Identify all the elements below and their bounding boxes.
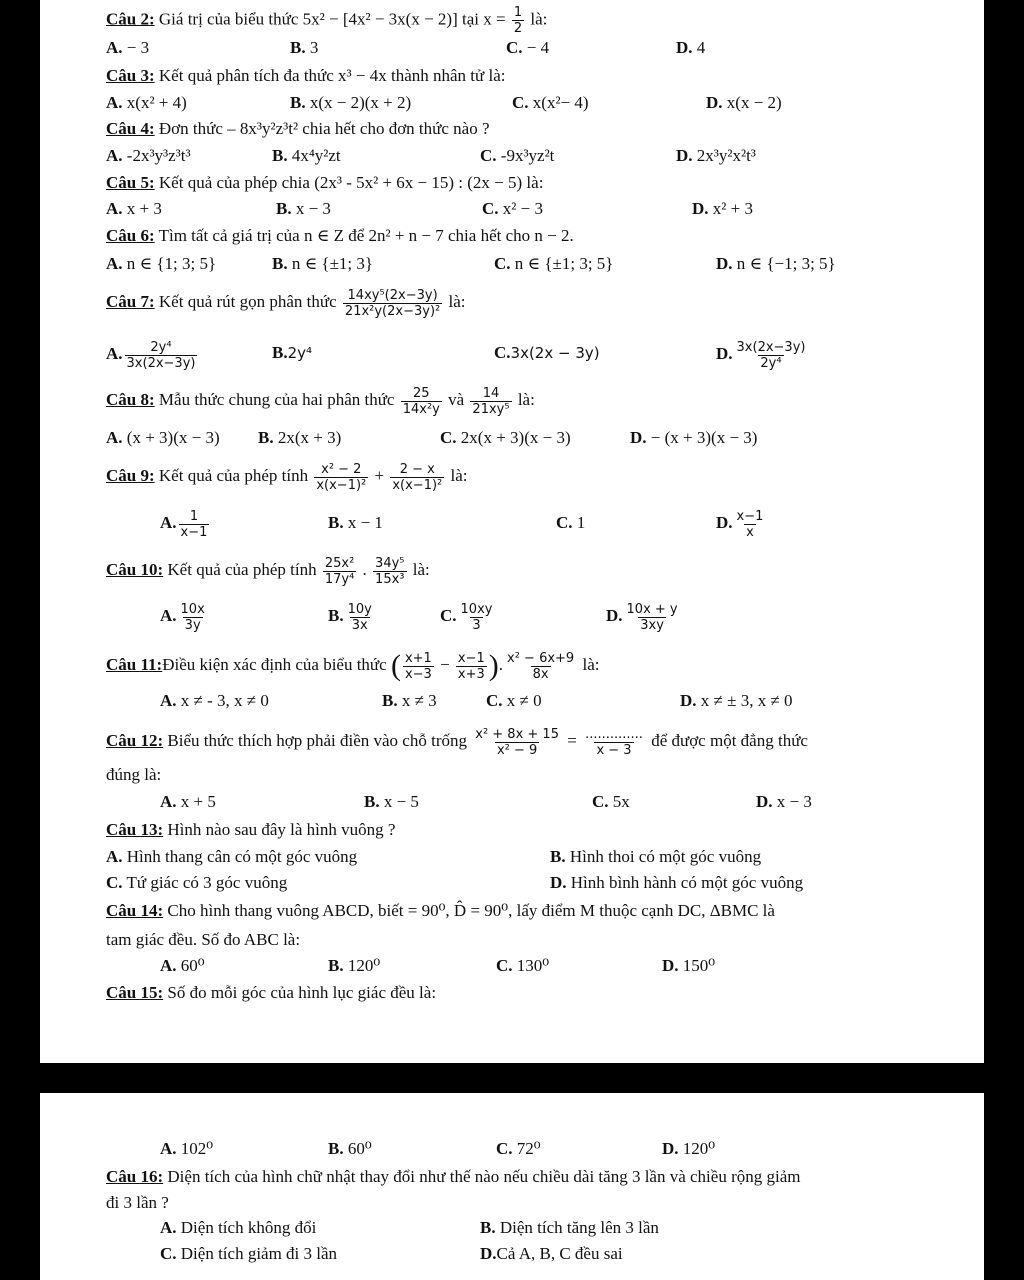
question-text: Cho hình thang vuông ABCD, biết = 90⁰, D̂ = 90⁰, lấy điểm M thuộc cạnh DC, ΔBMC là xyxy=(163,901,775,920)
question-6 xyxy=(106,225,574,247)
option-c[interactable] xyxy=(494,342,600,364)
fraction-denominator: 3 xyxy=(472,617,481,633)
option-text: x(x² + 4) xyxy=(122,93,187,112)
option-b[interactable] xyxy=(290,92,411,114)
fraction xyxy=(505,651,576,682)
question-text: Số đo mỗi góc của hình lục giác đều là: xyxy=(163,983,437,1002)
option-letter: B. xyxy=(328,606,344,625)
option-letter: B. xyxy=(382,691,398,710)
option-text: x + 3 xyxy=(122,199,162,218)
question-label: Câu 2: xyxy=(106,9,155,29)
option-text: x + 5 xyxy=(176,792,216,811)
fraction xyxy=(390,462,444,493)
option-letter: A. xyxy=(106,146,123,165)
option-b[interactable] xyxy=(290,37,318,59)
option-text: 72⁰ xyxy=(512,1139,541,1158)
fraction-numerator: x² − 2 xyxy=(321,461,362,477)
question-label: Câu 12: xyxy=(106,731,164,750)
option-text: 120⁰ xyxy=(343,956,381,975)
option-text: 3x(2x − 3y) xyxy=(510,344,600,362)
fraction-denominator: x² − 9 xyxy=(496,742,538,758)
option-text: Hình bình hành có một góc vuông xyxy=(566,873,804,892)
option-text: Hình thang cân có một góc vuông xyxy=(122,847,358,866)
question-label: Câu 3: xyxy=(106,66,155,85)
option-letter: B. xyxy=(272,146,288,165)
question-tail: là: xyxy=(526,9,548,29)
question-text: Mẫu thức chung của hai phân thức xyxy=(154,390,399,409)
option-letter: D. xyxy=(606,606,623,625)
question-9 xyxy=(106,456,468,496)
question-label: Câu 11: xyxy=(106,655,163,674)
option-letter: C. xyxy=(440,606,457,625)
option-a[interactable] xyxy=(160,1138,213,1160)
option-letter: D. xyxy=(662,956,679,975)
fraction-numerator: x−1 xyxy=(736,508,764,524)
option-text: Tứ giác có 3 góc vuông xyxy=(122,873,288,892)
option-letter: C. xyxy=(486,691,503,710)
option-d[interactable] xyxy=(550,872,803,894)
question-label: Câu 8: xyxy=(106,390,155,409)
option-letter: A. xyxy=(106,93,123,112)
option-c[interactable] xyxy=(496,955,549,977)
option-letter: C. xyxy=(160,1244,177,1263)
fraction-denominator: x−3 xyxy=(404,666,432,682)
option-d[interactable] xyxy=(692,198,753,220)
question-tail: là: xyxy=(446,466,468,485)
question-14 xyxy=(106,900,775,922)
option-letter: B. xyxy=(290,93,306,112)
option-letter: A. xyxy=(160,956,177,975)
option-text: x(x − 2) xyxy=(722,93,782,112)
question-11: Câu 11:Điều kiện xác định của biểu thức ( $\frac{x+1}{x-3}$ − $\frac{x-1}{x+3}$ ). $\frac{\text{x² − 6x+9}}{8x}$ là: xyxy=(106,649,600,683)
option-text: x(x²− 4) xyxy=(528,93,589,112)
fraction xyxy=(125,340,198,371)
option-d[interactable] xyxy=(662,1138,715,1160)
fraction-numerator: x−1 xyxy=(457,650,485,666)
question-text: Giá trị của biểu thức 5x² − [4x² − 3x(x − 2)] tại x = xyxy=(158,9,510,29)
option-d[interactable] xyxy=(676,37,705,59)
option-letter: C. xyxy=(482,199,499,218)
fraction-denominator: x+3 xyxy=(457,666,485,682)
option-a[interactable] xyxy=(160,791,216,813)
open-paren: ( xyxy=(390,649,401,683)
option-text: x ≠ - 3, x ≠ 0 xyxy=(176,691,269,710)
fraction-numerator: 1 xyxy=(513,5,523,20)
option-letter: A. xyxy=(160,691,177,710)
question-text: Kết quả phân tích đa thức x³ − 4x thành nhân tử là: xyxy=(154,66,506,85)
question-14-line2: tam giác đều. Số đo ABC là: xyxy=(106,930,301,949)
option-d[interactable] xyxy=(480,1243,623,1265)
fraction-denominator: 8x xyxy=(532,666,549,682)
option-a[interactable] xyxy=(160,955,205,977)
option-a[interactable] xyxy=(106,253,216,275)
fraction-denominator: 17y⁴ xyxy=(324,571,355,587)
option-letter: A. xyxy=(160,1139,177,1158)
option-b[interactable] xyxy=(480,1217,659,1239)
option-letter: A. xyxy=(160,513,177,532)
option-letter: A. xyxy=(160,792,177,811)
option-c[interactable] xyxy=(592,791,630,813)
option-letter: C. xyxy=(592,792,609,811)
question-label: Câu 14: xyxy=(106,901,164,920)
operator: + xyxy=(370,466,389,485)
option-letter: A. xyxy=(160,606,177,625)
option-letter: B. xyxy=(258,428,274,447)
fraction-numerator: 1 xyxy=(189,508,199,524)
option-letter: C. xyxy=(512,93,529,112)
option-letter: C. xyxy=(106,873,123,892)
fraction-numerator: x² − 6x+9 xyxy=(507,650,575,666)
option-text: 2y⁴ xyxy=(287,344,313,362)
question-2 xyxy=(106,5,547,36)
option-text: Cả A, B, C đều sai xyxy=(496,1244,623,1263)
question-tail: là: xyxy=(408,560,430,579)
option-text: Hình thoi có một góc vuông xyxy=(565,847,762,866)
fraction xyxy=(403,651,434,682)
fraction-numerator: 10x + y xyxy=(626,601,678,617)
fraction-numerator: 25 xyxy=(413,385,430,401)
option-letter: D. xyxy=(662,1139,679,1158)
option-letter: B. xyxy=(480,1218,496,1237)
fraction-numerator: 25x² xyxy=(324,555,355,571)
fraction xyxy=(343,288,442,319)
option-letter: D. xyxy=(716,513,733,532)
option-text: 4 xyxy=(692,38,706,57)
option-d[interactable] xyxy=(680,690,793,712)
question-5 xyxy=(106,172,543,194)
option-text: -2x³y³z³t³ xyxy=(122,146,191,165)
option-letter: B. xyxy=(550,847,566,866)
option-text: Diện tích tăng lên 3 lần xyxy=(495,1218,659,1237)
option-letter: A. xyxy=(160,1218,177,1237)
fraction xyxy=(179,509,210,540)
question-text: Điều kiện xác định của biểu thức xyxy=(162,655,391,674)
option-text: x − 3 xyxy=(772,792,812,811)
fraction-numerator: 2y⁴ xyxy=(150,339,172,355)
option-a[interactable] xyxy=(160,690,269,712)
option-letter: A. xyxy=(106,847,123,866)
question-label: Câu 5: xyxy=(106,173,155,192)
operator: − xyxy=(435,655,454,674)
option-letter: C. xyxy=(496,956,513,975)
question-label: Câu 7: xyxy=(106,292,155,311)
question-text: Biểu thức thích hợp phải điền vào chỗ trống xyxy=(163,731,472,750)
question-tail: là: xyxy=(513,390,535,409)
option-text: n ∈ {1; 3; 5} xyxy=(122,254,217,273)
option-text: x − 1 xyxy=(343,513,383,532)
question-16 xyxy=(106,1166,800,1188)
fraction xyxy=(459,602,495,633)
fraction-numerator: 14xy⁵(2x−3y) xyxy=(347,287,438,303)
option-letter: C. xyxy=(494,343,511,362)
option-text: 4x⁴y²zt xyxy=(287,146,341,165)
option-text: 102⁰ xyxy=(176,1139,214,1158)
fraction-denominator: x(x−1)² xyxy=(392,477,443,493)
question-label: Câu 15: xyxy=(106,983,164,1002)
option-letter: A. xyxy=(106,428,123,447)
option-letter: B. xyxy=(290,38,306,57)
option-letter: C. xyxy=(556,513,573,532)
option-text: 130⁰ xyxy=(512,956,550,975)
question-13 xyxy=(106,819,395,841)
option-c[interactable] xyxy=(494,253,613,275)
option-c[interactable] xyxy=(440,427,571,449)
fraction-denominator: x xyxy=(746,524,754,540)
fraction-numerator: 10y xyxy=(347,601,372,617)
option-b[interactable] xyxy=(272,342,312,364)
option-text: 5x xyxy=(608,792,630,811)
fraction-denominator: 2y⁴ xyxy=(760,355,782,371)
option-letter: C. xyxy=(506,38,523,57)
option-text: 3 xyxy=(305,38,319,57)
fraction-denominator: 15x³ xyxy=(375,571,405,587)
option-text: x² + 3 xyxy=(708,199,753,218)
option-a[interactable] xyxy=(106,92,187,114)
fraction xyxy=(179,602,207,633)
fraction-numerator: 3x(2x−3y) xyxy=(736,339,806,355)
fraction xyxy=(470,386,511,417)
question-text: Tìm tất cả giá trị của n ∈ Z để 2n² + n − 7 chia hết cho n − 2. xyxy=(154,226,574,245)
option-text: 60⁰ xyxy=(176,956,205,975)
option-c[interactable] xyxy=(506,37,549,59)
option-text: 2x³y²x²t³ xyxy=(692,146,756,165)
question-tail: là: xyxy=(578,655,600,674)
option-d[interactable] xyxy=(716,503,767,543)
question-text: Kết quả của phép chia (2x³ - 5x² + 6x − 15) : (2x − 5) là: xyxy=(154,173,544,192)
question-label: Câu 4: xyxy=(106,119,155,138)
option-a[interactable] xyxy=(106,846,357,868)
option-a[interactable] xyxy=(106,334,199,374)
option-d[interactable] xyxy=(716,334,809,374)
option-text: -9x³yz²t xyxy=(496,146,555,165)
option-text: Diện tích không đổi xyxy=(176,1218,317,1237)
option-c[interactable] xyxy=(440,596,496,636)
fraction xyxy=(314,462,368,493)
option-a[interactable] xyxy=(106,198,162,220)
option-text: Diện tích giảm đi 3 lần xyxy=(176,1244,338,1263)
option-letter: D. xyxy=(680,691,697,710)
option-b[interactable] xyxy=(382,690,437,712)
fraction xyxy=(735,340,808,371)
question-12-line2: đúng là: xyxy=(106,765,162,784)
option-text: − 4 xyxy=(522,38,550,57)
fraction xyxy=(323,556,356,587)
option-letter: A. xyxy=(106,199,123,218)
fraction-denominator: 3x xyxy=(351,617,368,633)
fraction-denominator: 3y xyxy=(184,617,201,633)
option-a[interactable] xyxy=(106,427,220,449)
option-d[interactable] xyxy=(606,596,682,636)
fraction-numerator: 10x xyxy=(180,601,205,617)
question-tail: là: xyxy=(444,292,466,311)
option-c[interactable] xyxy=(106,872,287,894)
document-page-top xyxy=(40,0,984,1063)
option-letter: B. xyxy=(272,254,288,273)
option-text: 150⁰ xyxy=(678,956,716,975)
option-letter: B. xyxy=(328,956,344,975)
operator: . xyxy=(358,560,372,579)
fraction-numerator: 2 − x xyxy=(399,461,435,477)
option-a[interactable] xyxy=(160,1217,316,1239)
option-letter: D. xyxy=(630,428,647,447)
option-b[interactable] xyxy=(276,198,331,220)
question-label: Câu 16: xyxy=(106,1167,164,1186)
option-c[interactable] xyxy=(480,145,554,167)
question-text: Kết quả của phép tính xyxy=(163,560,321,579)
option-b[interactable] xyxy=(272,145,341,167)
operator: = xyxy=(562,731,582,750)
option-letter: C. xyxy=(480,146,497,165)
question-12 xyxy=(106,721,808,761)
option-letter: D. xyxy=(676,38,693,57)
option-text: x ≠ 3 xyxy=(397,691,437,710)
option-text: x ≠ 0 xyxy=(502,691,542,710)
fraction-denominator: x−1 xyxy=(180,524,208,540)
option-a[interactable] xyxy=(106,145,191,167)
option-text: x − 5 xyxy=(379,792,419,811)
option-letter: D. xyxy=(716,344,733,363)
fraction xyxy=(346,602,374,633)
question-label: Câu 9: xyxy=(106,466,155,485)
option-text: n ∈ {±1; 3} xyxy=(287,254,374,273)
option-text: (x + 3)(x − 3) xyxy=(122,428,220,447)
option-a[interactable] xyxy=(160,596,209,636)
option-b[interactable] xyxy=(328,596,376,636)
option-b[interactable] xyxy=(258,427,341,449)
option-d[interactable] xyxy=(756,791,812,813)
option-letter: B. xyxy=(272,343,288,362)
fraction-denominator: 21xy⁵ xyxy=(472,401,510,417)
question-text: Kết quả rút gọn phân thức xyxy=(154,292,341,311)
option-d[interactable] xyxy=(630,427,757,449)
fraction-numerator: 10xy xyxy=(460,601,493,617)
fraction xyxy=(512,5,524,36)
question-10 xyxy=(106,550,430,590)
question-text: Diện tích của hình chữ nhật thay đổi như thế nào nếu chiều dài tăng 3 lần và chiều rộng giảm xyxy=(163,1167,801,1186)
option-letter: C. xyxy=(496,1139,513,1158)
option-c[interactable] xyxy=(512,92,589,114)
option-text: x² − 3 xyxy=(498,199,543,218)
question-3 xyxy=(106,65,506,87)
option-a[interactable] xyxy=(106,37,149,59)
question-tail: để được một đẳng thức xyxy=(646,731,808,750)
option-c[interactable] xyxy=(556,512,585,534)
fraction-denominator: 14x²y xyxy=(402,401,440,417)
option-a[interactable] xyxy=(160,503,211,543)
option-c[interactable] xyxy=(482,198,543,220)
fraction-numerator: 14 xyxy=(482,385,500,401)
question-label: Câu 6: xyxy=(106,226,155,245)
fraction xyxy=(456,651,487,682)
fraction-numerator: x² + 8x + 15 xyxy=(475,726,559,742)
option-text: − (x + 3)(x − 3) xyxy=(646,428,758,447)
option-c[interactable] xyxy=(486,690,542,712)
document-page-bottom xyxy=(40,1093,984,1280)
option-letter: D. xyxy=(756,792,773,811)
fraction-denominator: 3x(2x−3y) xyxy=(126,355,196,371)
question-label: Câu 10: xyxy=(106,560,164,579)
close-paren: ) xyxy=(488,649,499,683)
option-letter: D. xyxy=(706,93,723,112)
option-c[interactable] xyxy=(496,1138,541,1160)
fraction-numerator: x+1 xyxy=(404,650,432,666)
blank-fraction[interactable] xyxy=(583,727,645,758)
question-8 xyxy=(106,380,535,420)
option-b[interactable] xyxy=(328,955,380,977)
option-letter: A. xyxy=(106,344,123,363)
option-letter: B. xyxy=(328,513,344,532)
option-letter: C. xyxy=(440,428,457,447)
option-letter: D. xyxy=(676,146,693,165)
option-text: 1 xyxy=(572,513,586,532)
fraction-denominator: x(x−1)² xyxy=(316,477,367,493)
option-text: 2x(x + 3) xyxy=(273,428,342,447)
option-letter: D. xyxy=(480,1244,497,1263)
fraction xyxy=(373,556,406,587)
option-d[interactable] xyxy=(676,145,756,167)
option-text: 120⁰ xyxy=(678,1139,716,1158)
option-letter: A. xyxy=(106,254,123,273)
question-4 xyxy=(106,118,490,140)
option-text: n ∈ {±1; 3; 5} xyxy=(510,254,614,273)
question-15 xyxy=(106,982,436,1004)
option-letter: B. xyxy=(328,1139,344,1158)
option-text: x(x − 2)(x + 2) xyxy=(305,93,412,112)
option-text: 2x(x + 3)(x − 3) xyxy=(456,428,571,447)
question-text: Kết quả của phép tính xyxy=(154,466,313,485)
option-letter: B. xyxy=(364,792,380,811)
option-text: 60⁰ xyxy=(343,1139,372,1158)
option-letter: B. xyxy=(276,199,292,218)
connector-text: và xyxy=(443,390,469,409)
option-b[interactable] xyxy=(328,512,383,534)
question-text: Đơn thức – 8x³y²z³t² chia hết cho đơn thức nào ? xyxy=(154,119,490,138)
fraction-denominator: 2 xyxy=(513,21,523,36)
option-letter: C. xyxy=(494,254,511,273)
option-b[interactable] xyxy=(550,846,761,868)
fraction-denominator: 21x²y(2x−3y)² xyxy=(344,303,441,319)
fraction-numerator-blank: .............. xyxy=(585,726,643,742)
fraction-denominator: x − 3 xyxy=(596,742,632,758)
option-b[interactable] xyxy=(272,253,373,275)
option-b[interactable] xyxy=(364,791,419,813)
option-d[interactable] xyxy=(716,253,836,275)
option-b[interactable] xyxy=(328,1138,372,1160)
option-d[interactable] xyxy=(662,955,715,977)
option-text: n ∈ {−1; 3; 5} xyxy=(732,254,836,273)
fraction-denominator: 3xy xyxy=(640,617,664,633)
option-text: x − 3 xyxy=(291,199,331,218)
option-c[interactable] xyxy=(160,1243,337,1265)
option-letter: D. xyxy=(692,199,709,218)
option-letter: D. xyxy=(716,254,733,273)
fraction xyxy=(625,602,680,633)
fraction xyxy=(473,727,561,758)
option-d[interactable] xyxy=(706,92,782,114)
question-7 xyxy=(106,282,466,322)
fraction xyxy=(735,509,766,540)
question-label: Câu 13: xyxy=(106,820,164,839)
fraction-numerator: 34y⁵ xyxy=(375,555,405,571)
option-text: − 3 xyxy=(122,38,150,57)
option-letter: A. xyxy=(106,38,123,57)
option-text: x ≠ ± 3, x ≠ 0 xyxy=(696,691,793,710)
option-letter: D. xyxy=(550,873,567,892)
question-16-line2: đi 3 lần ? xyxy=(106,1193,169,1212)
question-text: Hình nào sau đây là hình vuông ? xyxy=(163,820,396,839)
fraction xyxy=(401,386,442,417)
